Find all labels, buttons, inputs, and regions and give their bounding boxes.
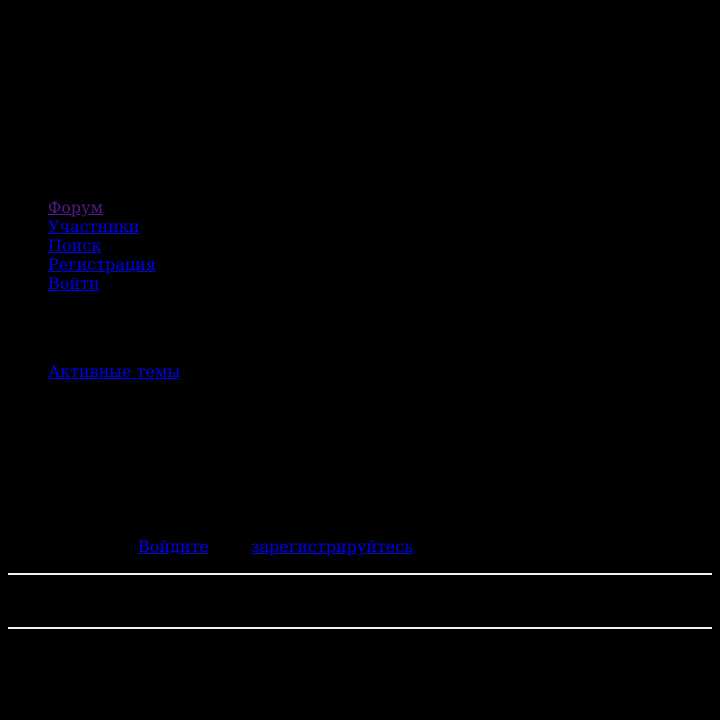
nav-item-search	[48, 236, 156, 255]
active-topics-link[interactable]: Активные темы	[48, 362, 181, 381]
nav-item-members	[48, 217, 156, 236]
members-link[interactable]: Участники	[48, 217, 140, 236]
login-prompt	[138, 537, 413, 556]
horizontal-divider	[8, 573, 712, 575]
login-prompt-login-link[interactable]: Войдите	[138, 537, 209, 556]
nav-item-forum	[48, 198, 156, 217]
login-link[interactable]: Войти	[48, 274, 100, 293]
active-topics-section	[48, 362, 180, 381]
forum-link[interactable]: Форум	[48, 198, 104, 217]
login-prompt-register-link[interactable]: зарегистрируйтесь	[250, 537, 413, 556]
main-navigation	[48, 198, 156, 293]
nav-item-login	[48, 274, 156, 293]
nav-item-register	[48, 255, 156, 274]
register-link[interactable]: Регистрация	[48, 255, 156, 274]
search-link[interactable]: Поиск	[48, 236, 102, 255]
horizontal-divider	[8, 627, 712, 629]
